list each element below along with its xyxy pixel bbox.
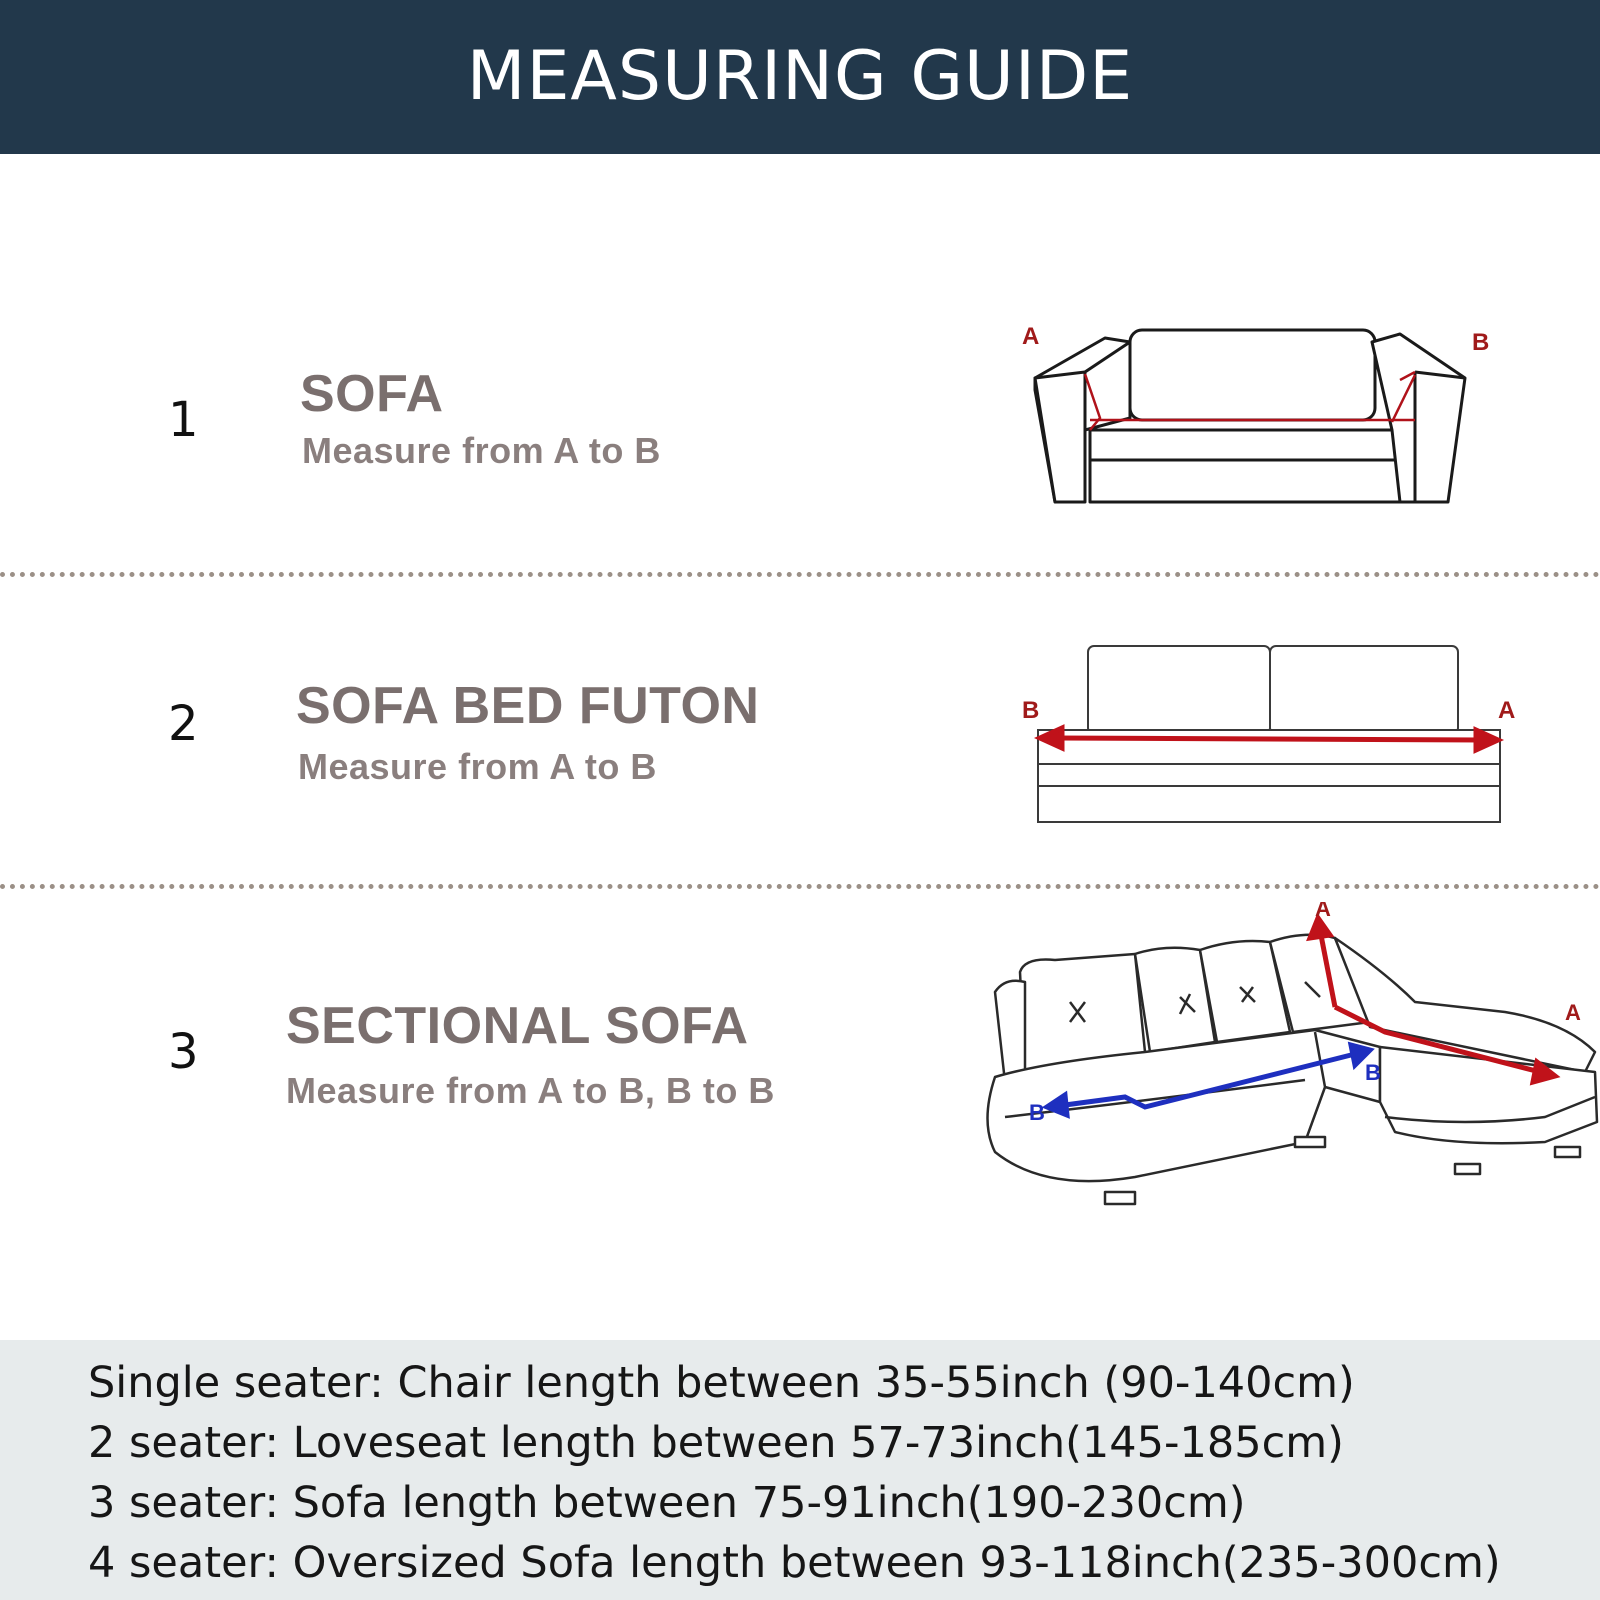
futon-illustration [1020, 636, 1540, 826]
label-a-right: A [1565, 1000, 1581, 1025]
section-number: 1 [168, 392, 199, 448]
section-title: SECTIONAL SOFA [286, 997, 749, 1055]
sectional-sofa-illustration [985, 902, 1600, 1232]
section-number: 3 [168, 1024, 199, 1080]
dotted-divider [0, 572, 1600, 577]
page-title: MEASURING GUIDE [466, 37, 1134, 116]
size-guide-line-3-seater: 3 seater: Sofa length between 75-91inch(190-230cm) [88, 1478, 1246, 1528]
label-b-left: B [1029, 1100, 1045, 1125]
label-b: B [1472, 329, 1490, 356]
section-instruction: Measure from A to B [302, 430, 661, 471]
label-a: A [1498, 697, 1516, 724]
section-instruction: Measure from A to B, B to B [286, 1070, 775, 1111]
size-guide-line-2-seater: 2 seater: Loveseat length between 57-73inch(145-185cm) [88, 1418, 1344, 1468]
label-a-top: A [1315, 902, 1331, 921]
section-title: SOFA [300, 365, 444, 423]
size-guide-line-4-seater: 4 seater: Oversized Sofa length between 93-118inch(235-300cm) [88, 1538, 1501, 1588]
section-number: 2 [168, 696, 199, 752]
sofa-illustration [1020, 320, 1500, 520]
section-instruction: Measure from A to B [298, 746, 657, 787]
section-title: SOFA BED FUTON [296, 677, 760, 735]
dotted-divider [0, 884, 1600, 889]
label-b: B [1022, 697, 1040, 724]
label-b-middle: B [1365, 1060, 1381, 1085]
header-bar [0, 0, 1600, 154]
size-guide-line-single: Single seater: Chair length between 35-55inch (90-140cm) [88, 1358, 1355, 1408]
size-guide-panel [0, 1340, 1600, 1600]
label-a: A [1022, 323, 1040, 350]
